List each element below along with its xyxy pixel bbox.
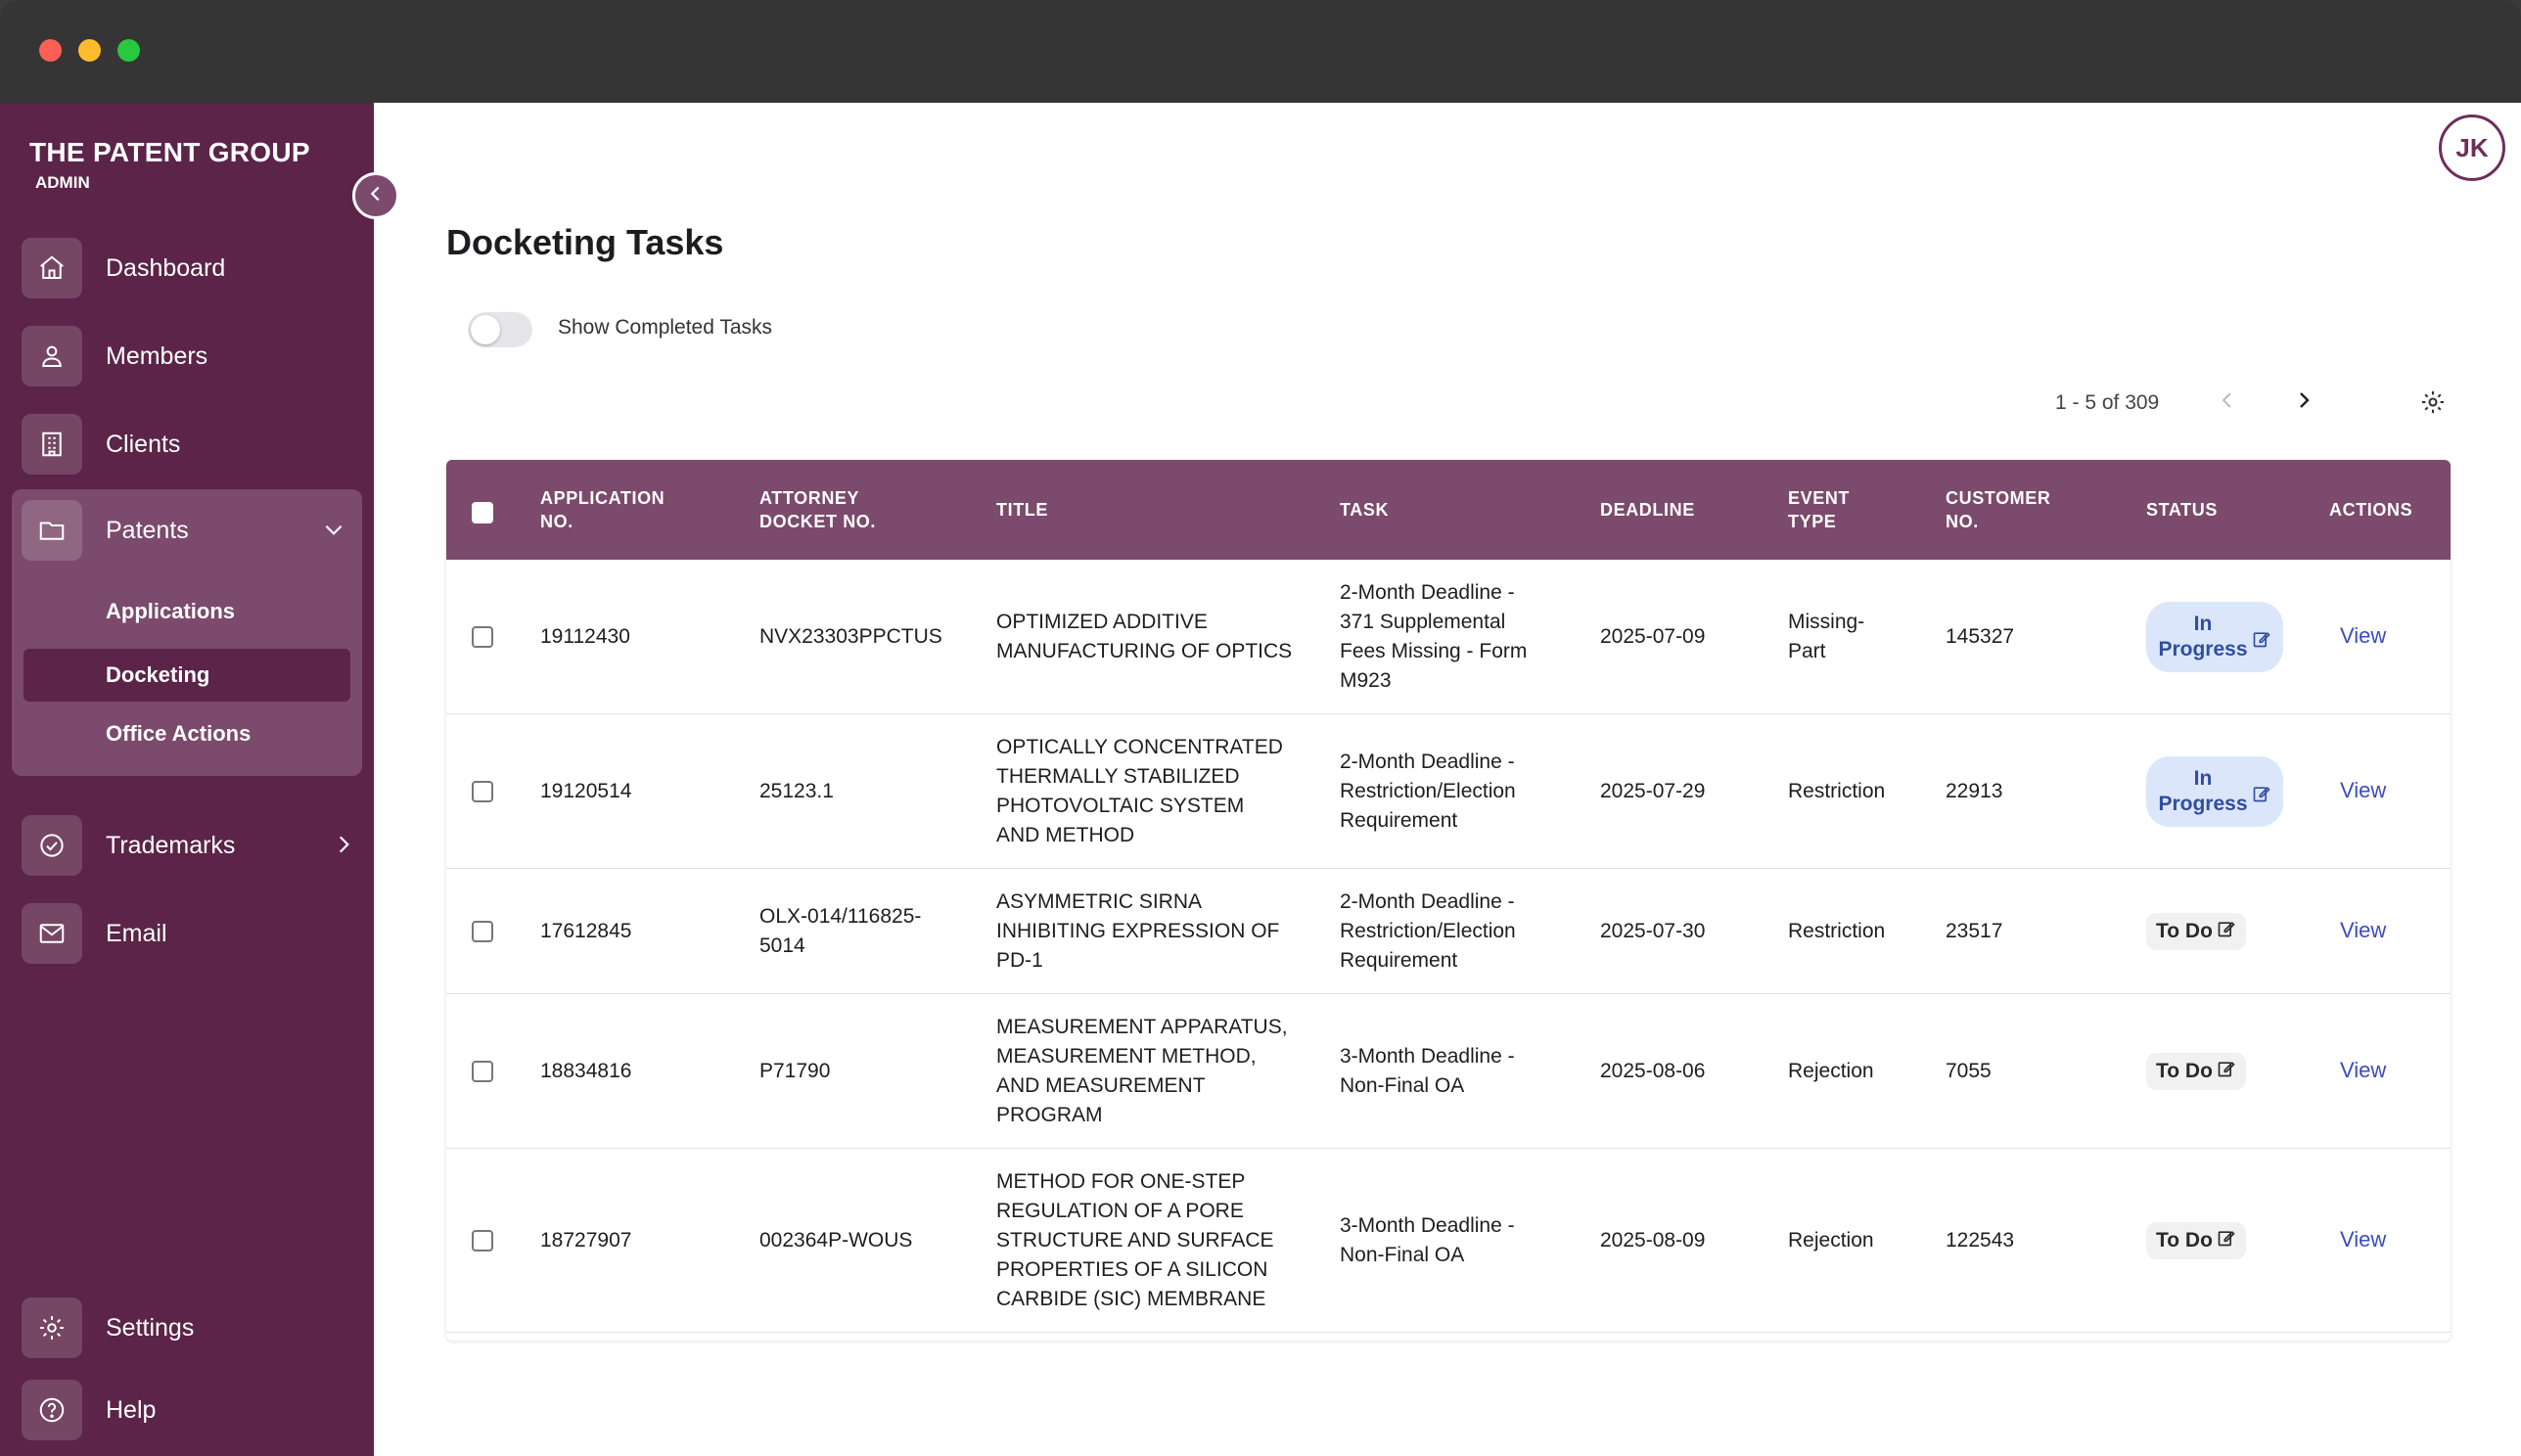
sidebar-item-label: Patents — [106, 516, 189, 544]
cell-line: PD-1 — [996, 948, 1043, 972]
cell-application-no: 19120514 — [540, 779, 632, 802]
window-minimize-button[interactable] — [78, 39, 101, 62]
table-row[interactable] — [446, 560, 2451, 714]
sidebar-item-label: Dashboard — [106, 253, 226, 282]
view-link[interactable]: View — [2340, 778, 2387, 802]
mail-icon — [22, 903, 82, 964]
status-badge[interactable]: In Progress — [2146, 756, 2283, 827]
cell-line: Non-Final OA — [1340, 1243, 1465, 1266]
cell-line: 5014 — [759, 933, 805, 957]
cell-attorney-docket — [759, 994, 830, 1148]
col-actions: ACTIONS — [2329, 500, 2413, 520]
sidebar — [0, 103, 374, 1456]
cell-application-no: 18834816 — [540, 1059, 632, 1082]
chevron-left-icon — [365, 183, 387, 209]
sidebar-item-help[interactable] — [22, 1379, 362, 1441]
cell-line: MEASUREMENT METHOD, — [996, 1044, 1257, 1068]
cell-application-no: 19112430 — [540, 624, 630, 648]
sidebar-item-label: Members — [106, 341, 208, 370]
sidebar-subitem-applications[interactable]: Applications — [106, 599, 236, 623]
check-badge-icon — [22, 815, 82, 876]
cell-customer-no: 122543 — [1946, 1228, 2015, 1251]
folder-icon — [22, 500, 82, 561]
cell-task — [1340, 994, 1515, 1148]
row-checkbox[interactable] — [472, 1061, 493, 1082]
cell-task — [1340, 560, 1527, 713]
sidebar-item-label: Trademarks — [106, 831, 236, 859]
cell-title — [996, 560, 1292, 713]
cell-line: Requirement — [1340, 948, 1458, 972]
cell-line: 002364P-WOUS — [759, 1228, 913, 1251]
row-checkbox[interactable] — [472, 626, 493, 648]
cell-event-type — [1788, 994, 1874, 1148]
cell-application-no: 18727907 — [540, 1228, 632, 1251]
view-link[interactable]: View — [2340, 918, 2387, 942]
cell-customer-no: 23517 — [1946, 919, 2003, 942]
cell-line: CARBIDE (SIC) MEMBRANE — [996, 1287, 1266, 1310]
edit-icon[interactable] — [2217, 1059, 2236, 1084]
cell-attorney-docket — [759, 1149, 912, 1332]
cell-deadline: 2025-07-30 — [1600, 919, 1706, 942]
sidebar-item-label: Settings — [106, 1313, 195, 1342]
select-all-checkbox[interactable] — [472, 502, 493, 523]
cell-deadline: 2025-07-29 — [1600, 779, 1706, 802]
cell-attorney-docket — [759, 869, 921, 993]
table-row[interactable] — [446, 869, 2451, 994]
row-checkbox[interactable] — [472, 921, 493, 942]
col-event-type[interactable]: EVENT TYPE — [1788, 488, 1851, 531]
pagination-range: 1 - 5 of 309 — [2055, 391, 2160, 414]
cell-deadline: 2025-08-06 — [1600, 1059, 1706, 1082]
view-link[interactable]: View — [2340, 623, 2387, 648]
sidebar-subitem-office-actions[interactable]: Office Actions — [106, 721, 252, 746]
cell-deadline: 2025-08-09 — [1600, 1228, 1706, 1251]
row-checkbox[interactable] — [472, 781, 493, 802]
window-titlebar — [0, 0, 2521, 103]
col-customer-no[interactable]: CUSTOMER NO. — [1946, 488, 2051, 531]
cell-title — [996, 1149, 1274, 1332]
edit-icon[interactable] — [2252, 784, 2271, 809]
cell-line: 3-Month Deadline - — [1340, 1213, 1515, 1237]
status-badge[interactable]: To Do — [2146, 913, 2246, 950]
cell-title — [996, 714, 1283, 868]
cell-title — [996, 994, 1288, 1148]
cell-event-type — [1788, 714, 1885, 868]
cell-line: Fees Missing - Form — [1340, 639, 1528, 662]
user-role: ADMIN — [35, 173, 90, 192]
cell-line: INHIBITING EXPRESSION OF — [996, 919, 1280, 942]
col-task[interactable]: TASK — [1340, 500, 1390, 520]
status-badge[interactable]: In Progress — [2146, 602, 2283, 672]
cell-line: Non-Final OA — [1340, 1073, 1465, 1097]
view-link[interactable]: View — [2340, 1058, 2387, 1082]
cell-line: Rejection — [1788, 1228, 1874, 1251]
cell-line: 2-Month Deadline - — [1340, 889, 1515, 913]
users-icon — [22, 326, 82, 387]
cell-deadline: 2025-07-09 — [1600, 624, 1706, 648]
docketing-table — [446, 460, 2451, 1341]
home-icon — [22, 238, 82, 298]
show-completed-label: Show Completed Tasks — [558, 316, 773, 339]
cell-line: Requirement — [1340, 808, 1458, 832]
sidebar-collapse-button[interactable] — [352, 172, 399, 219]
gear-icon[interactable] — [2419, 388, 2447, 421]
cell-line: OPTIMIZED ADDITIVE — [996, 610, 1208, 633]
patents-group — [12, 489, 362, 776]
cell-application-no: 17612845 — [540, 919, 632, 942]
cell-event-type — [1788, 869, 1885, 993]
view-link[interactable]: View — [2340, 1227, 2387, 1251]
window-maximize-button[interactable] — [117, 39, 140, 62]
brand-name: THE PATENT GROUP — [29, 137, 310, 167]
chevron-right-icon[interactable] — [2292, 388, 2315, 417]
chevron-down-icon — [321, 517, 346, 547]
table-row[interactable] — [446, 714, 2451, 869]
cell-line: 2-Month Deadline - — [1340, 580, 1515, 604]
cell-task — [1340, 869, 1516, 993]
avatar[interactable]: JK — [2439, 114, 2505, 181]
cell-line: METHOD FOR ONE-STEP — [996, 1169, 1246, 1193]
col-attorney-docket[interactable]: ATTORNEY DOCKET NO. — [759, 488, 877, 531]
cell-line: Missing- — [1788, 610, 1865, 633]
cell-line: PROPERTIES OF A SILICON — [996, 1257, 1268, 1281]
cell-line: ASYMMETRIC SIRNA — [996, 889, 1203, 913]
cell-line: STRUCTURE AND SURFACE — [996, 1228, 1274, 1251]
sidebar-item-dashboard[interactable] — [22, 237, 362, 299]
cell-line: PROGRAM — [996, 1103, 1103, 1126]
cell-task — [1340, 714, 1516, 868]
cell-line: Part — [1788, 639, 1826, 662]
cell-line: Rejection — [1788, 1059, 1874, 1082]
cell-line: OLX-014/116825- — [759, 904, 922, 928]
cell-line: Restriction/Election — [1340, 779, 1516, 802]
cell-event-type — [1788, 560, 1864, 713]
cell-title — [996, 869, 1279, 993]
cell-line: P71790 — [759, 1059, 831, 1082]
col-title[interactable]: TITLE — [996, 500, 1048, 520]
sidebar-item-label: Email — [106, 919, 167, 947]
table-row[interactable] — [446, 1149, 2451, 1333]
table-row[interactable] — [446, 994, 2451, 1149]
sidebar-item-patents[interactable] — [22, 499, 352, 562]
cell-line: Restriction — [1788, 919, 1886, 942]
sidebar-item-clients[interactable] — [22, 413, 362, 476]
cell-line: Restriction — [1788, 779, 1886, 802]
main-content — [374, 103, 2521, 1456]
cell-line: PHOTOVOLTAIC SYSTEM — [996, 794, 1245, 817]
cell-line: NVX23303PPCTUS — [759, 624, 942, 648]
status-badge[interactable]: To Do — [2146, 1222, 2246, 1259]
cell-customer-no: 22913 — [1946, 779, 2003, 802]
col-status[interactable]: STATUS — [2146, 500, 2218, 520]
sidebar-subitem-docketing[interactable]: Docketing — [23, 649, 350, 702]
cell-line: 3-Month Deadline - — [1340, 1044, 1515, 1068]
edit-icon[interactable] — [2252, 629, 2271, 655]
edit-icon[interactable] — [2217, 919, 2236, 944]
row-checkbox[interactable] — [472, 1230, 493, 1251]
col-deadline[interactable]: DEADLINE — [1600, 500, 1695, 520]
cell-attorney-docket — [759, 714, 834, 868]
building-icon — [22, 414, 82, 475]
cell-line: MEASUREMENT APPARATUS, — [996, 1015, 1288, 1038]
cell-attorney-docket — [759, 560, 942, 713]
table-header — [446, 460, 2451, 560]
sidebar-item-settings[interactable] — [22, 1297, 362, 1359]
edit-icon[interactable] — [2217, 1228, 2236, 1253]
cell-line: M923 — [1340, 668, 1392, 692]
cell-line: OPTICALLY CONCENTRATED — [996, 735, 1283, 758]
show-completed-toggle[interactable] — [468, 312, 532, 347]
cell-line: 25123.1 — [759, 779, 834, 802]
col-application-no[interactable]: APPLICATION NO. — [540, 488, 665, 531]
help-circle-icon — [22, 1380, 82, 1440]
cell-customer-no: 145327 — [1946, 624, 2015, 648]
window-close-button[interactable] — [39, 39, 62, 62]
cell-task — [1340, 1149, 1515, 1332]
cell-line: MANUFACTURING OF OPTICS — [996, 639, 1293, 662]
cell-event-type — [1788, 1149, 1874, 1332]
sidebar-item-label: Help — [106, 1395, 157, 1424]
sidebar-item-members[interactable] — [22, 325, 362, 387]
chevron-left-icon[interactable] — [2216, 388, 2239, 417]
gear-icon — [22, 1297, 82, 1358]
sidebar-item-label: Clients — [106, 430, 181, 458]
cell-line: 2-Month Deadline - — [1340, 750, 1515, 773]
cell-line: REGULATION OF A PORE — [996, 1199, 1244, 1222]
cell-line: Restriction/Election — [1340, 919, 1516, 942]
sidebar-item-trademarks[interactable] — [22, 814, 362, 877]
chevron-right-icon — [331, 832, 356, 862]
cell-line: THERMALLY STABILIZED — [996, 764, 1240, 788]
cell-line: AND METHOD — [996, 823, 1135, 846]
page-title: Docketing Tasks — [446, 222, 724, 262]
cell-line: 371 Supplemental — [1340, 610, 1506, 633]
sidebar-item-email[interactable] — [22, 902, 362, 965]
status-badge[interactable]: To Do — [2146, 1053, 2246, 1090]
cell-customer-no: 7055 — [1946, 1059, 1992, 1082]
cell-line: AND MEASUREMENT — [996, 1073, 1206, 1097]
